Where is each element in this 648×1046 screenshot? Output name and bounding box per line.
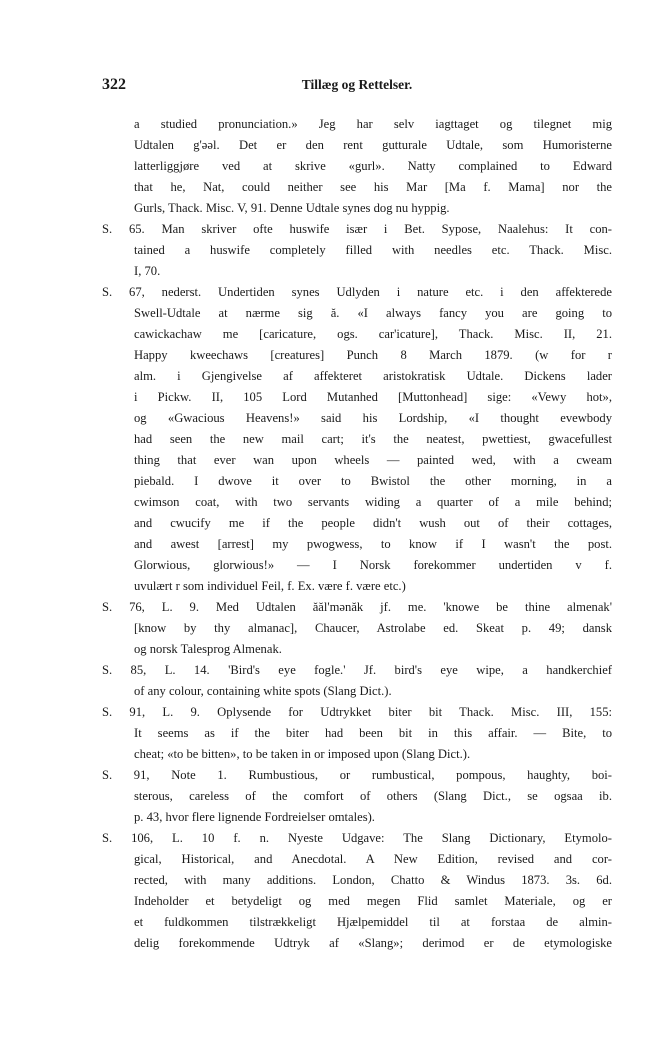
text-line: cwimson coat, with two servants widing a quarter of a mile behind; [134, 495, 612, 509]
text-line: S. 85, L. 14. 'Bird's eye fogle.' Jf. bird's eye wipe, a handkerchief [102, 663, 612, 677]
page-header [102, 76, 612, 96]
text-line: that he, Nat, could neither see his Mar [Ma f. Mama] nor the [134, 180, 612, 194]
text-line: S. 91, Note 1. Rumbustious, or rumbustical, pompous, haughty, boi- [102, 768, 612, 782]
text-line: S. 76, L. 9. Med Udtalen ăăl'mənăk jf. me. 'knowe be thine almenak' [102, 600, 612, 614]
text-line: og «Gwacious Heavens!» said his Lordship, «I thought evewbody [134, 411, 612, 425]
text-line: thing that ever wan upon wheels — painted wed, with a cweam [134, 453, 612, 467]
text-line: of any colour, containing white spots (Slang Dict.). [134, 684, 392, 698]
text-line: og norsk Talesprog Almenak. [134, 642, 282, 656]
text-line: tained a huswife completely filled with needles etc. Thack. Misc. [134, 243, 612, 257]
text-line: p. 43, hvor flere lignende Fordreielser omtales). [134, 810, 375, 824]
text-line: uvulært r som individuel Feil, f. Ex. være f. være etc.) [134, 579, 406, 593]
text-line: It seems as if the biter had been bit in this affair. — Bite, to [134, 726, 612, 740]
text-line: [know by thy almanac], Chaucer, Astrolabe ed. Skeat p. 49; dansk [134, 621, 612, 635]
text-line: i Pickw. II, 105 Lord Mutanhed [Muttonhead] sige: «Vewy hot», [134, 390, 612, 404]
text-line: I, 70. [134, 264, 161, 278]
text-line: rected, with many additions. London, Chatto & Windus 1873. 3s. 6d. [134, 873, 612, 887]
text-line: S. 106, L. 10 f. n. Nyeste Udgave: The Slang Dictionary, Etymolo- [102, 831, 612, 845]
running-head: Tillæg og Rettelser. [301, 77, 413, 92]
text-line: had seen the new mail cart; it's the neatest, pwettiest, gwacefullest [134, 432, 612, 446]
text-line: alm. i Gjengivelse af affekteret aristokratisk Udtale. Dickens lader [134, 369, 612, 383]
page-number: 322 [102, 76, 126, 93]
text-line: Gurls, Thack. Misc. V, 91. Denne Udtale synes dog nu hyppig. [134, 201, 450, 215]
text-line: Swell-Udtale at nærme sig ă. «I always fancy you are going to [134, 306, 612, 320]
text-line: gical, Historical, and Anecdotal. A New Edition, revised and cor- [134, 852, 612, 866]
text-line: and awest [arrest] my pwogwess, to know if I wasn't the post. [134, 537, 612, 551]
text-line: Happy kweechaws [creatures] Punch 8 March 1879. (w for r [134, 348, 612, 362]
text-line: Glorwious, glorwious!» — I Norsk forekommer undertiden v f. [134, 558, 612, 572]
text-line: et fuldkommen tilstrækkeligt Hjælpemiddel til at forstaa de almin- [134, 915, 612, 929]
text-line: sterous, careless of the comfort of others (Slang Dict., se ogsaa ib. [134, 789, 612, 803]
text-line: latterliggjøre ved at skrive «gurl». Natty complained to Edward [134, 159, 612, 173]
text-line: cawickachaw me [caricature, ogs. car'icature], Thack. Misc. II, 21. [134, 327, 612, 341]
text-line: S. 65. Man skriver ofte huswife især i Bet. Sypose, Naalehus: It con- [102, 222, 612, 236]
text-line: Udtalen g'əəl. Det er den rent gutturale Udtale, som Humoristerne [134, 138, 612, 152]
text-line: and cwucify me if the people didn't wush out of their cottages, [134, 516, 612, 530]
text-line: S. 91, L. 9. Oplysende for Udtrykket biter bit Thack. Misc. III, 155: [102, 705, 612, 719]
text-line: S. 67, nederst. Undertiden synes Udlyden i nature etc. i den affekterede [102, 285, 612, 299]
text-line: delig forekommende Udtryk af «Slang»; derimod er de etymologiske [134, 936, 612, 950]
text-line: Indeholder et betydeligt og med megen Flid samlet Materiale, og er [134, 894, 612, 908]
text-line: a studied pronunciation.» Jeg har selv iagttaget og tilegnet mig [134, 117, 612, 131]
text-line: cheat; «to be bitten», to be taken in or imposed upon (Slang Dict.). [134, 747, 471, 761]
text-line: piebald. I dwove it over to Bwistol the other morning, in a [134, 474, 612, 488]
